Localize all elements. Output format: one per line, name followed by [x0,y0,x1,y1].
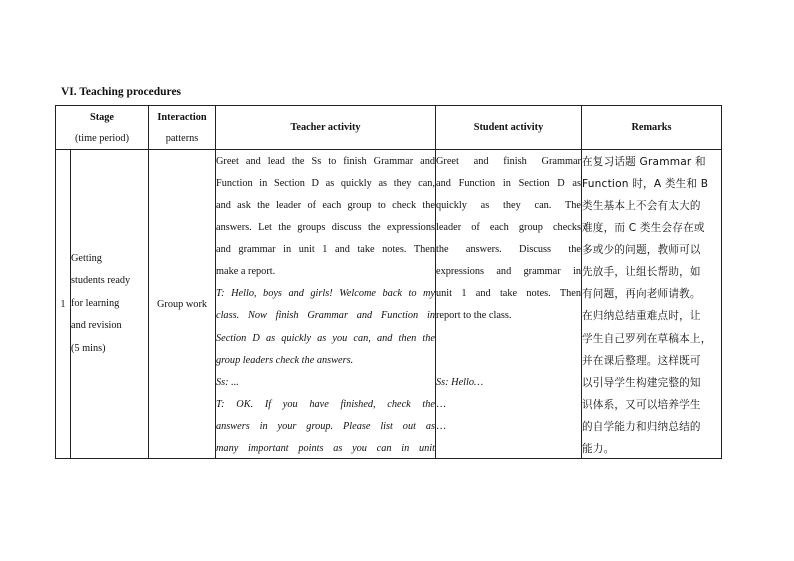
student-line: leader of each group checks [436,221,581,233]
student-line: quickly as they can. The [436,199,581,211]
stage-cell [71,150,149,459]
header-stage [56,106,149,150]
student-line: Ss: Hello… [436,376,484,388]
teacher-line: Greet and lead the Ss to finish Grammar and [216,155,435,167]
student-line: the answers. Discuss the [436,244,581,256]
table-row [56,150,722,459]
student-line: expressions and grammar in [436,266,581,278]
teacher-line: Function in Section D as quickly as they can, [216,177,435,189]
header-interaction-sub: patterns [165,132,199,144]
remarks-line: 在复习话题 Grammar 和 [582,155,706,168]
remarks-line: 并在课后整理。这样既可 [582,354,701,367]
remarks-line: 的自学能力和归纳总结的 [582,421,701,434]
remarks-line: 在归纳总结重难点时，让 [582,310,701,323]
student-line: Greet and finish Grammar [436,155,581,167]
student-line: unit 1 and take notes. Then [436,288,581,300]
section-title: VI. Teaching procedures [61,86,182,98]
remarks-cell [582,150,722,459]
teacher-line: and ask the leader of each group to check the [216,199,435,211]
student-line: … [436,399,447,411]
remarks-line: 识体系，又可以培养学生 [582,399,701,412]
row-number: 1 [56,150,71,459]
remarks-line: 以引导学生构建完整的知 [582,376,701,389]
teacher-line: answers. Let the groups discuss the expressions [216,221,435,233]
interaction-cell: Group work [149,150,216,459]
stage-line: students ready [71,275,131,287]
student-line [436,328,581,350]
teacher-line: and grammar in unit 1 and take notes. Then [216,244,435,256]
teacher-line: T: Hello, boys and girls! Welcome back to my [216,288,435,300]
stage-line: and revision [71,320,122,332]
teacher-line: group leaders check the answers. [216,354,354,366]
teacher-line: answers in your group. Please list out as [216,421,435,433]
header-student-activity: Student activity [436,106,582,150]
teacher-line: T: OK. If you have finished, check the [216,399,435,411]
teacher-line: make a report. [216,266,276,278]
teacher-line: class. Now finish Grammar and Function in [216,310,435,322]
remarks-line: 先放手，让组长帮助，如 [582,266,701,279]
student-activity-cell [436,150,582,459]
teaching-procedures-table [55,105,722,459]
header-stage-sub: (time period) [74,132,130,144]
student-line: … [436,421,447,433]
header-interaction [149,106,216,150]
header-interaction-label: Interaction [157,111,207,123]
remarks-line: 学生自己罗列在草稿本上， [582,332,712,345]
stage-line: for learning [71,297,120,309]
remarks-line: 有问题，再向老师请教。 [582,288,701,301]
teacher-line: Ss: ... [216,376,239,388]
stage-line: Getting [71,252,102,264]
remarks-line: 类生基本上不会有太大的 [582,199,701,212]
teacher-line: Section D as quickly as you can, and then the [216,332,435,344]
teacher-line: many important points as you can in unit [216,443,435,455]
header-teacher-activity: Teacher activity [216,106,436,150]
stage-line: (5 mins) [71,342,106,354]
header-stage-label: Stage [89,111,115,123]
remarks-line: 多或少的问题，教师可以 [582,244,701,257]
remarks-line: 难度，而 C 类生会存在或 [582,221,705,234]
remarks-line: Function 时，A 类生和 B [582,177,709,190]
student-line [436,350,581,372]
teacher-activity-cell [216,150,436,459]
header-remarks: Remarks [582,106,722,150]
student-line: report to the class. [436,310,512,322]
student-line: and Function in Section D as [436,177,581,189]
remarks-line: 能力。 [582,443,615,456]
header-row [56,106,722,150]
